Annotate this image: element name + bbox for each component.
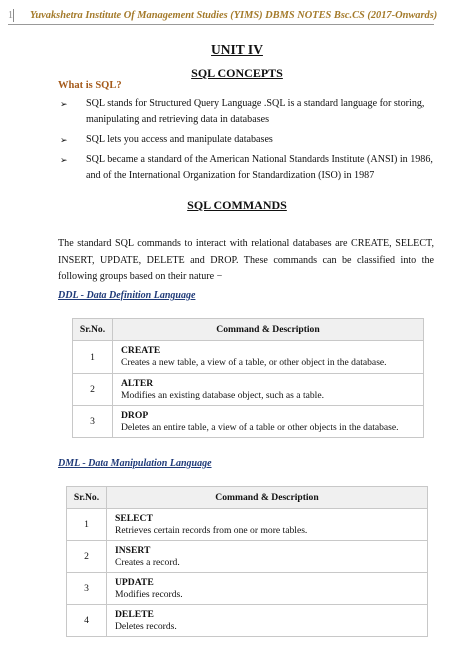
bullet-text: SQL lets you access and manipulate databases	[86, 134, 273, 145]
command-name: UPDATE	[115, 576, 154, 588]
table-row	[73, 406, 424, 438]
sql-bullet-list	[58, 96, 442, 188]
table-row	[67, 605, 428, 637]
bullet-item	[58, 96, 442, 128]
table-header-row	[67, 487, 428, 509]
bullet-item	[58, 152, 442, 184]
command-name: DROP	[121, 409, 149, 421]
dml-table	[66, 486, 428, 637]
arrow-bullet-icon: ➢	[60, 135, 68, 145]
command-desc: Deletes records.	[115, 620, 177, 632]
command-name: SELECT	[115, 512, 153, 524]
section-title-sql-commands: SQL COMMANDS	[187, 198, 287, 212]
row-description	[113, 374, 424, 406]
ddl-heading: DDL - Data Definition Language	[58, 290, 196, 301]
page-number: 1	[8, 9, 13, 21]
row-number: 2	[67, 541, 107, 573]
what-is-sql-heading: What is SQL?	[58, 80, 122, 91]
row-number: 3	[73, 406, 113, 438]
column-header-no: Sr.No.	[67, 487, 107, 509]
command-name: INSERT	[115, 544, 151, 556]
row-number: 3	[67, 573, 107, 605]
row-description	[107, 541, 428, 573]
table-row	[73, 341, 424, 374]
table-header-row	[73, 319, 424, 341]
command-desc: Creates a record.	[115, 556, 180, 568]
row-number: 2	[73, 374, 113, 406]
page-header	[8, 6, 438, 25]
bullet-text: SQL became a standard of the American National Standards Institute (ANSI) in 1986, and of the International Organization for Standardization (ISO) in 1987	[86, 154, 433, 181]
unit-title: UNIT IV	[211, 42, 263, 57]
row-description	[107, 509, 428, 541]
command-desc: Modifies an existing database object, such as a table.	[121, 389, 325, 401]
bullet-item	[58, 132, 442, 148]
intro-paragraph: The standard SQL commands to interact with relational databases are CREATE, SELECT, INSERT, UPDATE, DELETE and DROP. These commands can be classified into the following groups based on their nature −	[58, 238, 434, 282]
row-description	[113, 341, 424, 374]
row-number: 4	[67, 605, 107, 637]
row-number: 1	[73, 341, 113, 374]
table-row	[67, 509, 428, 541]
command-name: CREATE	[121, 345, 161, 356]
header-title: Yuvakshetra Institute Of Management Studies (YIMS) DBMS NOTES Bsc.CS (2017-Onwards)	[30, 9, 438, 21]
command-name: DELETE	[115, 608, 154, 620]
column-header-no: Sr.No.	[73, 319, 113, 341]
command-desc: Retrieves certain records from one or more tables.	[115, 524, 308, 536]
table-row	[67, 541, 428, 573]
arrow-bullet-icon: ➢	[60, 155, 68, 165]
dml-heading: DML - Data Manipulation Language	[58, 458, 212, 469]
column-header-desc: Command & Description	[113, 319, 424, 341]
bullet-text: SQL stands for Structured Query Language .SQL is a standard language for storing, manipulating and retrieving data in databases	[86, 98, 425, 125]
command-desc: Modifies records.	[115, 588, 183, 600]
section-title-sql-concepts: SQL CONCEPTS	[191, 66, 283, 80]
row-number: 1	[67, 509, 107, 541]
arrow-bullet-icon: ➢	[60, 99, 68, 109]
column-header-desc: Command & Description	[107, 487, 428, 509]
command-desc: Deletes an entire table, a view of a table or other objects in the database.	[121, 421, 399, 433]
ddl-table	[72, 318, 424, 438]
row-description	[107, 605, 428, 637]
command-name: ALTER	[121, 377, 154, 389]
row-description	[107, 573, 428, 605]
command-desc: Creates a new table, a view of a table, or other object in the database.	[121, 357, 387, 368]
table-row	[73, 374, 424, 406]
table-row	[67, 573, 428, 605]
row-description	[113, 406, 424, 438]
